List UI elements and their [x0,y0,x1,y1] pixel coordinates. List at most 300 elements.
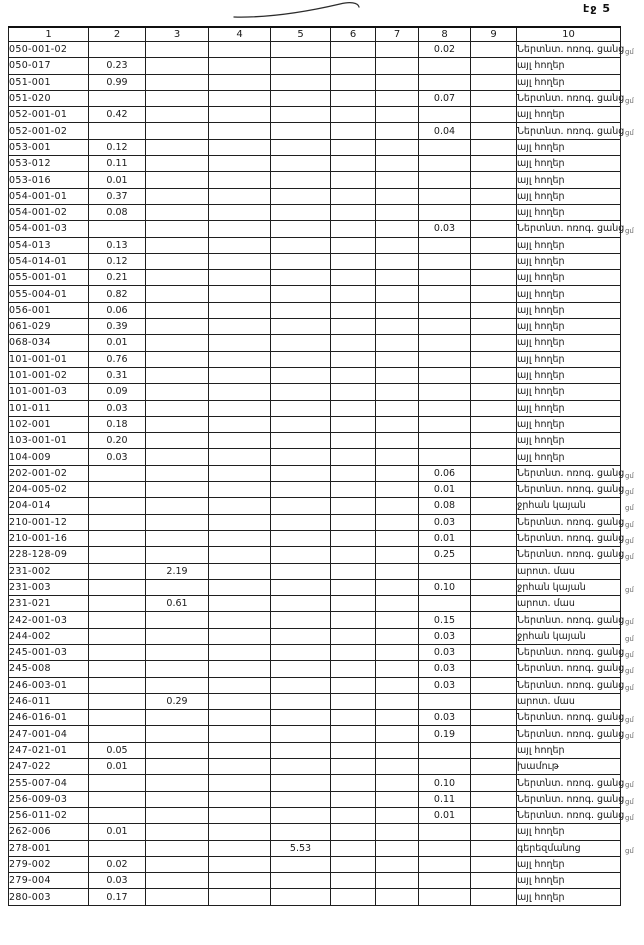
page-number-label: էջ 5 [583,2,611,15]
value-cell-col4 [209,873,271,889]
margin-note: ցմ [625,716,634,725]
table-row [9,188,621,204]
landuse-cell: այլ հողեր [517,351,621,367]
value-cell-col5 [271,384,331,400]
value-cell-col9 [471,840,517,856]
parcel-id-cell: 054-001-01 [9,188,89,204]
value-cell-col2: 0.76 [89,351,146,367]
value-cell-col2: 0.31 [89,367,146,383]
value-cell-col6 [331,661,376,677]
landuse-cell: այլ հողեր [517,156,621,172]
value-cell-col3 [146,42,209,58]
value-cell-col5 [271,791,331,807]
table-row [9,156,621,172]
value-cell-col8 [419,384,471,400]
table-row [9,856,621,872]
value-cell-col7 [376,742,419,758]
landuse-cell: այլ հողեր [517,58,621,74]
table-row [9,547,621,563]
table-row [9,514,621,530]
parcel-id-cell: 054-001-02 [9,204,89,220]
value-cell-col2 [89,644,146,660]
landuse-cell: այլ հողեր [517,139,621,155]
parcel-id-cell: 245-001-03 [9,644,89,660]
value-cell-col4 [209,628,271,644]
table-row [9,742,621,758]
value-cell-col2: 0.82 [89,286,146,302]
table-row [9,628,621,644]
value-cell-col3 [146,465,209,481]
table-row [9,335,621,351]
parcel-id-cell: 055-001-01 [9,270,89,286]
value-cell-col6 [331,742,376,758]
value-cell-col4 [209,367,271,383]
value-cell-col3 [146,514,209,530]
value-cell-col8 [419,824,471,840]
table-row [9,270,621,286]
value-cell-col7 [376,107,419,123]
value-cell-col2: 0.11 [89,156,146,172]
value-cell-col4 [209,889,271,905]
landuse-cell: այլ հողեր [517,400,621,416]
value-cell-col6 [331,612,376,628]
value-cell-col6 [331,710,376,726]
value-cell-col7 [376,873,419,889]
landuse-cell: այլ հողեր [517,286,621,302]
value-cell-col8 [419,596,471,612]
parcel-id-cell: 204-014 [9,498,89,514]
value-cell-col6 [331,74,376,90]
value-cell-col3 [146,530,209,546]
value-cell-col3 [146,759,209,775]
value-cell-col5 [271,856,331,872]
value-cell-col7 [376,319,419,335]
value-cell-col7 [376,123,419,139]
value-cell-col2: 0.03 [89,873,146,889]
value-cell-col6 [331,579,376,595]
landuse-cell: Ներտնտ. ոռոգ. ցանց ցմ [517,547,621,563]
value-cell-col7 [376,221,419,237]
value-cell-col2 [89,514,146,530]
value-cell-col6 [331,384,376,400]
cadastre-table [8,26,634,906]
value-cell-col3 [146,628,209,644]
value-cell-col3 [146,433,209,449]
landuse-cell: Ներտնտ. ոռոգ. ցանց ցմ [517,710,621,726]
value-cell-col9 [471,286,517,302]
table-row [9,530,621,546]
parcel-id-cell: 061-029 [9,319,89,335]
value-cell-col4 [209,824,271,840]
value-cell-col4 [209,123,271,139]
value-cell-col5 [271,465,331,481]
value-cell-col5 [271,807,331,823]
column-header-4: 4 [209,27,271,42]
value-cell-col7 [376,530,419,546]
value-cell-col3 [146,156,209,172]
value-cell-col5 [271,433,331,449]
value-cell-col3 [146,90,209,106]
value-cell-col9 [471,400,517,416]
value-cell-col8: 0.02 [419,42,471,58]
margin-note: ցմ [625,683,634,692]
value-cell-col8: 0.04 [419,123,471,139]
column-header-9: 9 [471,27,517,42]
value-cell-col6 [331,188,376,204]
value-cell-col6 [331,107,376,123]
value-cell-col3 [146,873,209,889]
parcel-id-cell: 231-021 [9,596,89,612]
value-cell-col7 [376,514,419,530]
value-cell-col6 [331,90,376,106]
landuse-cell: արոտ. մաս [517,596,621,612]
value-cell-col3 [146,367,209,383]
value-cell-col6 [331,693,376,709]
value-cell-col4 [209,775,271,791]
value-cell-col4 [209,107,271,123]
value-cell-col6 [331,123,376,139]
value-cell-col8 [419,188,471,204]
parcel-id-cell: 051-020 [9,90,89,106]
value-cell-col8: 0.01 [419,807,471,823]
value-cell-col4 [209,139,271,155]
value-cell-col7 [376,807,419,823]
value-cell-col7 [376,840,419,856]
value-cell-col2: 0.39 [89,319,146,335]
value-cell-col8 [419,351,471,367]
value-cell-col2 [89,42,146,58]
value-cell-col3: 0.61 [146,596,209,612]
value-cell-col9 [471,384,517,400]
table-row [9,433,621,449]
value-cell-col6 [331,416,376,432]
parcel-id-cell: 210-001-16 [9,530,89,546]
value-cell-col4 [209,253,271,269]
value-cell-col6 [331,302,376,318]
value-cell-col6 [331,400,376,416]
value-cell-col4 [209,433,271,449]
parcel-id-cell: 102-001 [9,416,89,432]
value-cell-col6 [331,335,376,351]
value-cell-col5 [271,628,331,644]
value-cell-col2 [89,221,146,237]
table-row [9,889,621,905]
parcel-id-cell: 246-011 [9,693,89,709]
value-cell-col3 [146,286,209,302]
value-cell-col8 [419,400,471,416]
value-cell-col3 [146,807,209,823]
value-cell-col8: 0.01 [419,482,471,498]
value-cell-col3 [146,710,209,726]
value-cell-col8: 0.25 [419,547,471,563]
value-cell-col4 [209,612,271,628]
value-cell-col6 [331,351,376,367]
value-cell-col8 [419,856,471,872]
value-cell-col5: 5.53 [271,840,331,856]
column-header-8: 8 [419,27,471,42]
value-cell-col8: 0.03 [419,514,471,530]
column-header-5: 5 [271,27,331,42]
margin-note: ցմ [625,553,634,562]
value-cell-col8 [419,204,471,220]
value-cell-col4 [209,416,271,432]
parcel-id-cell: 104-009 [9,449,89,465]
parcel-id-cell: 280-003 [9,889,89,905]
table-row [9,319,621,335]
value-cell-col8: 0.10 [419,775,471,791]
value-cell-col6 [331,530,376,546]
value-cell-col5 [271,449,331,465]
value-cell-col3 [146,188,209,204]
value-cell-col7 [376,449,419,465]
parcel-id-cell: 053-001 [9,139,89,155]
value-cell-col6 [331,482,376,498]
value-cell-col6 [331,498,376,514]
landuse-cell: այլ հողեր [517,889,621,905]
value-cell-col4 [209,840,271,856]
value-cell-col3 [146,400,209,416]
landuse-cell: այլ հողեր [517,270,621,286]
value-cell-col4 [209,596,271,612]
parcel-id-cell: 055-004-01 [9,286,89,302]
value-cell-col8 [419,270,471,286]
value-cell-col4 [209,270,271,286]
value-cell-col7 [376,433,419,449]
value-cell-col2: 0.01 [89,335,146,351]
value-cell-col9 [471,644,517,660]
value-cell-col6 [331,807,376,823]
value-cell-col6 [331,449,376,465]
value-cell-col7 [376,693,419,709]
value-cell-col5 [271,319,331,335]
value-cell-col2: 0.99 [89,74,146,90]
value-cell-col9 [471,74,517,90]
value-cell-col6 [331,237,376,253]
landuse-cell: այլ հողեր [517,384,621,400]
value-cell-col8: 0.10 [419,579,471,595]
value-cell-col3 [146,824,209,840]
value-cell-col2 [89,563,146,579]
value-cell-col8 [419,742,471,758]
value-cell-col4 [209,286,271,302]
value-cell-col4 [209,449,271,465]
value-cell-col5 [271,710,331,726]
table-row [9,563,621,579]
parcel-id-cell: 278-001 [9,840,89,856]
value-cell-col6 [331,840,376,856]
value-cell-col3 [146,384,209,400]
value-cell-col7 [376,759,419,775]
margin-note: ցմ [625,650,634,659]
landuse-cell: խամութ [517,759,621,775]
landuse-cell: Ներտնտ. ոռոգ. ցանց ցմ [517,123,621,139]
value-cell-col7 [376,204,419,220]
column-header-2: 2 [89,27,146,42]
value-cell-col7 [376,791,419,807]
value-cell-col6 [331,58,376,74]
value-cell-col5 [271,775,331,791]
landuse-cell: այլ հողեր [517,416,621,432]
value-cell-col3 [146,221,209,237]
parcel-id-cell: 052-001-02 [9,123,89,139]
table-row [9,416,621,432]
parcel-id-cell: 244-002 [9,628,89,644]
value-cell-col4 [209,74,271,90]
value-cell-col9 [471,742,517,758]
value-cell-col7 [376,286,419,302]
value-cell-col9 [471,270,517,286]
value-cell-col2 [89,775,146,791]
margin-note: ցմ [625,504,634,513]
margin-note: ցմ [625,129,634,138]
value-cell-col7 [376,172,419,188]
landuse-cell: այլ հողեր [517,873,621,889]
value-cell-col5 [271,107,331,123]
landuse-cell: արոտ. մաս [517,693,621,709]
parcel-id-cell: 247-022 [9,759,89,775]
value-cell-col8 [419,107,471,123]
landuse-cell: Ներտնտ. ոռոգ. ցանց ցմ [517,530,621,546]
table-row [9,384,621,400]
value-cell-col2: 0.12 [89,139,146,155]
value-cell-col9 [471,204,517,220]
value-cell-col6 [331,547,376,563]
value-cell-col2 [89,482,146,498]
value-cell-col2 [89,628,146,644]
value-cell-col7 [376,58,419,74]
value-cell-col6 [331,433,376,449]
value-cell-col7 [376,498,419,514]
value-cell-col6 [331,628,376,644]
value-cell-col9 [471,856,517,872]
value-cell-col5 [271,253,331,269]
value-cell-col6 [331,873,376,889]
value-cell-col9 [471,498,517,514]
value-cell-col8 [419,759,471,775]
value-cell-col5 [271,351,331,367]
value-cell-col3 [146,270,209,286]
value-cell-col7 [376,547,419,563]
value-cell-col3 [146,579,209,595]
table-row [9,449,621,465]
value-cell-col7 [376,677,419,693]
value-cell-col4 [209,319,271,335]
table-row [9,465,621,481]
parcel-id-cell: 050-001-02 [9,42,89,58]
value-cell-col9 [471,482,517,498]
table-row [9,367,621,383]
value-cell-col7 [376,237,419,253]
value-cell-col5 [271,563,331,579]
value-cell-col4 [209,547,271,563]
value-cell-col2: 0.03 [89,449,146,465]
parcel-id-cell: 054-013 [9,237,89,253]
value-cell-col3 [146,416,209,432]
value-cell-col2 [89,530,146,546]
parcel-id-cell: 054-001-03 [9,221,89,237]
value-cell-col9 [471,759,517,775]
value-cell-col5 [271,677,331,693]
table-row [9,498,621,514]
value-cell-col7 [376,188,419,204]
landuse-cell: այլ հողեր [517,824,621,840]
value-cell-col4 [209,465,271,481]
value-cell-col8 [419,286,471,302]
value-cell-col8 [419,416,471,432]
value-cell-col2: 0.18 [89,416,146,432]
value-cell-col3: 0.29 [146,693,209,709]
landuse-cell: Ներտնտ. ոռոգ. ցանց ցմ [517,514,621,530]
table-row [9,807,621,823]
value-cell-col9 [471,221,517,237]
value-cell-col8: 0.03 [419,644,471,660]
table-row [9,237,621,253]
value-cell-col8 [419,74,471,90]
value-cell-col4 [209,90,271,106]
value-cell-col8 [419,449,471,465]
value-cell-col5 [271,726,331,742]
landuse-cell: Ներտնտ. ոռոգ. ցանց ցմ [517,726,621,742]
value-cell-col4 [209,726,271,742]
table-row [9,221,621,237]
value-cell-col2 [89,498,146,514]
value-cell-col5 [271,139,331,155]
value-cell-col9 [471,726,517,742]
value-cell-col7 [376,612,419,628]
value-cell-col2 [89,677,146,693]
value-cell-col2 [89,710,146,726]
value-cell-col8: 0.07 [419,90,471,106]
value-cell-col9 [471,514,517,530]
value-cell-col9 [471,172,517,188]
landuse-cell: այլ հողեր [517,335,621,351]
table-row [9,579,621,595]
table-row [9,644,621,660]
value-cell-col7 [376,384,419,400]
table-row [9,612,621,628]
parcel-id-cell: 054-014-01 [9,253,89,269]
value-cell-col3 [146,58,209,74]
value-cell-col2: 0.06 [89,302,146,318]
value-cell-col9 [471,90,517,106]
value-cell-col5 [271,335,331,351]
value-cell-col4 [209,498,271,514]
value-cell-col5 [271,302,331,318]
landuse-cell: այլ հողեր [517,74,621,90]
value-cell-col8 [419,237,471,253]
value-cell-col5 [271,156,331,172]
value-cell-col5 [271,416,331,432]
value-cell-col3 [146,840,209,856]
value-cell-col8 [419,253,471,269]
table-row [9,90,621,106]
value-cell-col7 [376,661,419,677]
value-cell-col8 [419,840,471,856]
parcel-id-cell: 262-006 [9,824,89,840]
value-cell-col3 [146,612,209,628]
value-cell-col2 [89,579,146,595]
value-cell-col8 [419,156,471,172]
value-cell-col6 [331,270,376,286]
value-cell-col3 [146,498,209,514]
value-cell-col2: 0.01 [89,172,146,188]
value-cell-col4 [209,644,271,660]
margin-note: ցմ [625,667,634,676]
value-cell-col2: 0.12 [89,253,146,269]
value-cell-col3 [146,644,209,660]
value-cell-col6 [331,253,376,269]
value-cell-col7 [376,416,419,432]
